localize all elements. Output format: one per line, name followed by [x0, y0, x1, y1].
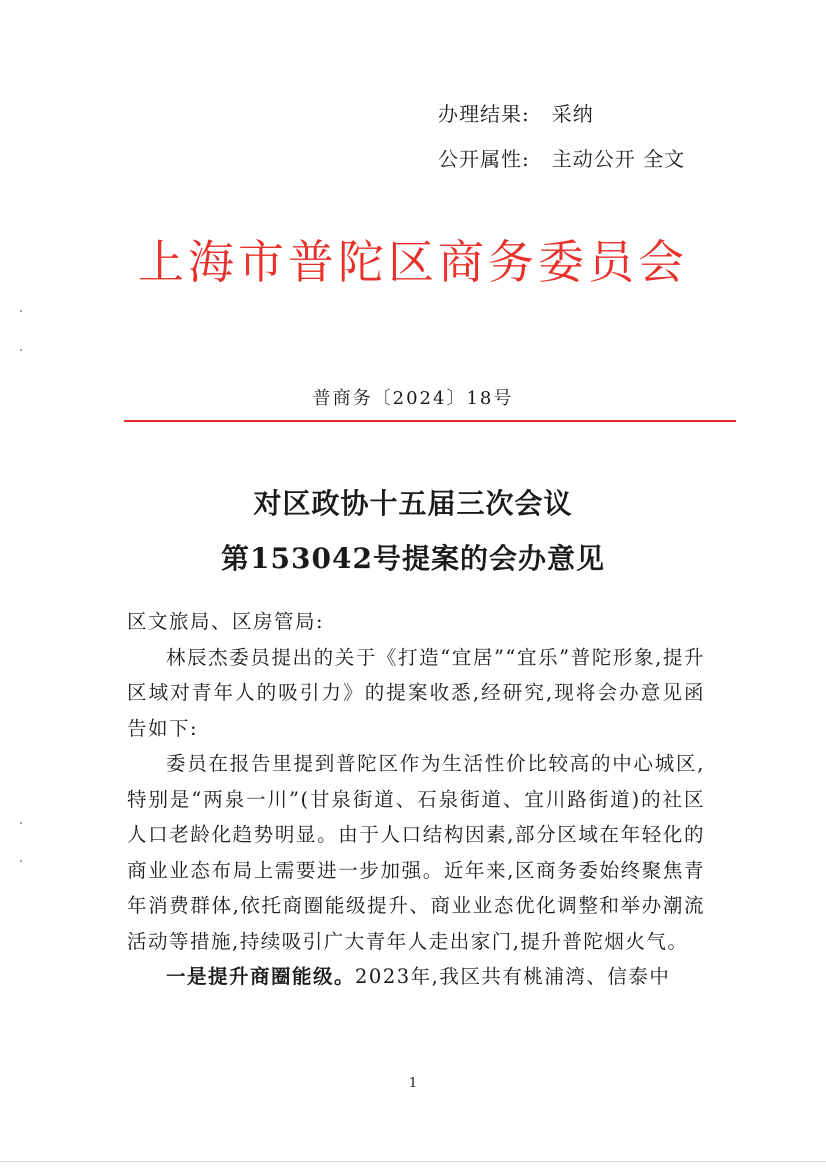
- recipients: 区文旅局、区房管局:: [127, 610, 325, 633]
- org-title: 上海市普陀区商务委员会: [138, 235, 688, 289]
- scan-mark: [20, 349, 22, 351]
- scan-mark: [20, 310, 22, 312]
- page-edge: [0, 1161, 826, 1162]
- scan-mark: [20, 860, 22, 862]
- page-number: 1: [408, 1076, 418, 1091]
- result-value: 采纳: [551, 102, 594, 126]
- open-label: 公开属性:: [438, 147, 530, 171]
- paragraph-1: 林辰杰委员提出的关于《打造“宜居”“宜乐”普陀形象,提升区域对青年人的吸引力》的提案收悉,经研究,现将会办意见函告如下:: [127, 645, 705, 740]
- paragraph-2: 委员在报告里提到普陀区作为生活性价比较高的中心城区,特别是“两泉一川”(甘泉街道、石泉街道、宜川路街道)的社区人口老龄化趋势明显。由于人口结构因素,部分区域在年轻化的商业业态布局上需要进一步加强。近年来,区商务委始终聚焦青年消费群体,依托商圈能级提升、商业业态优化调整和举办潮流活动等措施,持续吸引广大青年人走出家门,提升普陀烟火气。: [127, 752, 705, 953]
- meta-result-row: [438, 98, 594, 127]
- paragraph-3: [127, 959, 705, 995]
- open-value: 主动公开 全文: [551, 147, 686, 171]
- scan-mark: [20, 822, 22, 824]
- result-label: 办理结果:: [438, 102, 530, 126]
- doc-title-line-1: 对区政协十五届三次会议: [253, 487, 573, 520]
- red-divider: [124, 420, 736, 422]
- document-body: [127, 604, 705, 995]
- meta-open-row: [438, 143, 685, 172]
- paragraph-3-heading: 一是提升商圈能级。: [166, 965, 356, 988]
- paragraph-3-text: 2023年,我区共有桃浦湾、信泰中: [355, 965, 671, 988]
- doc-number: 普商务〔2024〕18号: [312, 388, 514, 409]
- doc-title-line-2: 第153042号提案的会办意见: [221, 542, 605, 575]
